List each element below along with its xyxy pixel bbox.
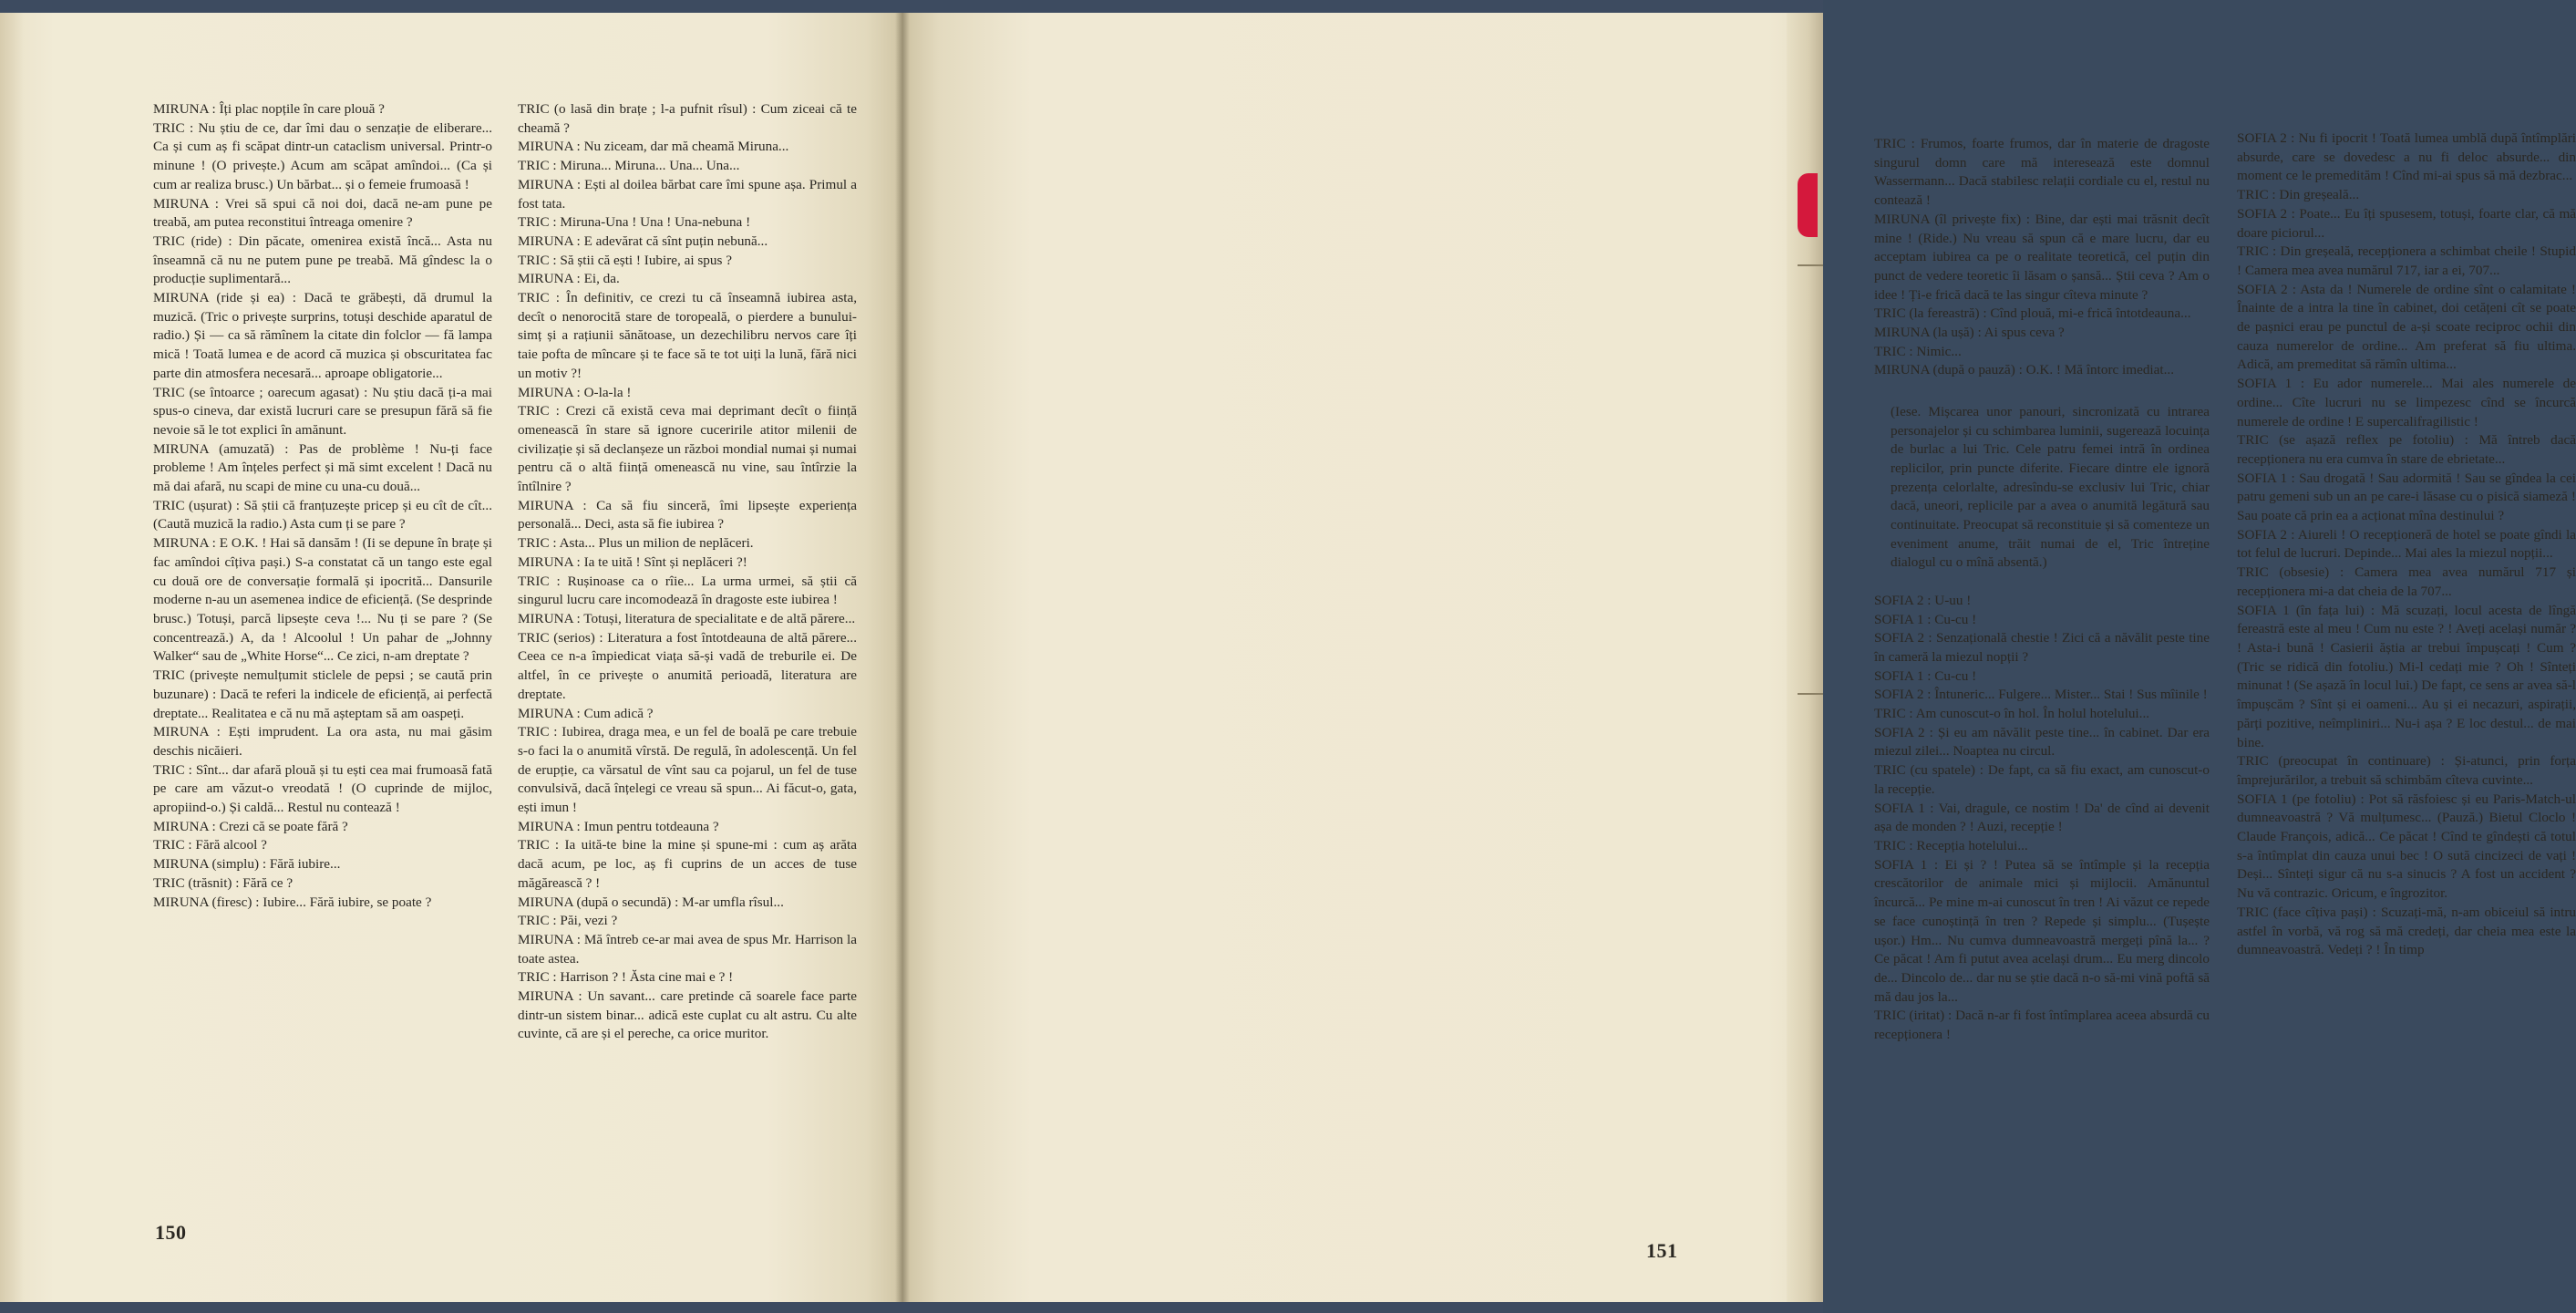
dialogue-line: TRIC (preocupat în continuare) : Și-atunci, prin forța împrejurărilor, a trebuit să schimbăm cîteva cuvinte...: [2237, 753, 2576, 788]
dialogue-line: TRIC (privește nemulțumit sticlele de pepsi ; se caută prin buzunare) : Dacă te referi la indicele de eficiență, ai perfectă dreptate... Realitatea e că nu mă așteptam să am oaspeți.: [153, 667, 492, 721]
dialogue-line: MIRUNA : Ia te uită ! Sînt și neplăceri ?!: [518, 553, 747, 570]
dialogue-line: SOFIA 2 : Asta da ! Numerele de ordine sînt o calamitate ! Înainte de a intra la tine în cabinet, doi cetățeni cît se poate de pașnici erau pe punctul de a-și scoate reciproc ochii din cauza numerelor de ordine... Am preferat să fiu ultima. Adică, am premeditat să rămîn ultima...: [2237, 281, 2576, 373]
dialogue-line: TRIC : Din greșeală, recepționera a schimbat cheile ! Stupid ! Camera mea avea numărul 717, iar a ei, 707...: [2237, 243, 2576, 278]
dialogue-line: TRIC (se așază reflex pe fotoliu) : Mă întreb dacă recepționera nu era cumva în stare de ebrietate...: [2237, 432, 2576, 467]
dialogue-line: MIRUNA (simplu) : Fără iubire...: [153, 856, 341, 873]
dialogue-line: TRIC (cu spatele) : De fapt, ca să fiu exact, am cunoscut-o la recepție.: [1874, 762, 2210, 797]
dialogue-line: MIRUNA : O-la-la !: [518, 384, 632, 400]
dialogue-line: TRIC (obsesie) : Camera mea avea numărul 717 și recepționera mi-a dat cheia de la 707...: [2237, 564, 2576, 599]
right-page: [902, 13, 2576, 1302]
dialogue-line: TRIC (face cîțiva pași) : Scuzați-mă, n-am obiceiul să intru astfel în vorbă, vă rog să mă credeți, dar cheia mea este la dumneavoastră. Vedeți ? ! În timp: [2237, 904, 2576, 958]
dialogue-line: TRIC : În definitiv, ce crezi tu că înseamnă iubirea asta, decît o nenorocită stare de toropeală, o pierdere a bunului-simț și a rațiunii sănătoase, un dezechilibru nervos care îți taie pofta de mîncare și te face să te tot uiți la lună, fără nici un motiv ?!: [518, 290, 857, 381]
dialogue-line: SOFIA 1 (în fața lui) : Mă scuzați, locul acesta de lîngă fereastră este al meu ! Cum nu este ? ! Aveți același număr ? ! Asta-i bună ! Casierii ăștia ar trebui împușcați ! Cum ? (Tric se ridică din fotoliu.) Mi-l cedați mie ? Oh ! Sînteți minunat ! (Se așază în locul lui.) De fapt, ce sens ar avea să-l împușcăm ? Sînt și ei oameni... Au și ei necazuri, aspirații, părți pozitive, neîmpliniri... Nu-i așa ? E loc destul... de mai bine.: [2237, 602, 2576, 750]
dialogue-line: TRIC : Ia uită-te bine la mine și spune-mi : cum aș arăta dacă acum, pe loc, aș fi cuprins de un acces de tuse măgărească ? !: [518, 837, 857, 891]
dialogue-line: MIRUNA : Cum adică ?: [518, 705, 654, 721]
dialogue-line: MIRUNA : Un savant... care pretinde că soarele face parte dintr-un sistem binar... adică este cuplat cu alt astru. Cu alte cuvinte, că are și el pereche, ca orice muritor.: [518, 988, 857, 1042]
dialogue-line: MIRUNA : Ca să fiu sinceră, îmi lipsește experiența personală... Deci, asta să fie iubirea ?: [518, 497, 857, 532]
dialogue-line: MIRUNA (amuzată) : Pas de problème ! Nu-ți face probleme ! Am înțeles perfect și mă simt excelent ! Dacă nu mă dai afară, nu scapi de mine cu una-cu două...: [153, 440, 492, 495]
dialogue-line: TRIC : Din greșeală...: [2237, 187, 2360, 203]
dialogue-line: MIRUNA : Totuși, literatura de specialitate e de altă părere...: [518, 610, 856, 626]
dialogue-line: MIRUNA : Imun pentru totdeauna ?: [518, 818, 719, 834]
book-gutter: [895, 13, 910, 1302]
right-column-2: [2237, 129, 2576, 960]
left-page: [0, 13, 902, 1302]
page-edge-shadow: [0, 13, 24, 1302]
dialogue-line: TRIC : Nimic...: [1874, 343, 1962, 359]
dialogue-line: TRIC : Sînt... dar afară plouă și tu ești cea mai frumoasă fată pe care am văzut-o vreodată ! (O cuprinde de mijloc, apropiind-o.) Și caldă... Restul nu contează !: [153, 761, 492, 816]
dialogue-line: MIRUNA (firesc) : Iubire... Fără iubire, se poate ?: [153, 894, 432, 910]
dialogue-line: MIRUNA (îl privește fix) : Bine, dar ești mai trăsnit decît mine ! (Ride.) Nu vreau să spun că e mare lucru, dar eu acceptam iubirea ca pe o realitate teoretică, cel puțin din punct de vedere teoretic îi lăsam o șansă... Știi ceva ? Am o idee ! Ți-e frică dacă te las singur cîteva minute ?: [1874, 211, 2210, 303]
dialogue-line: SOFIA 2 : Senzațională chestie ! Zici că a năvălit peste tine în cameră la miezul nopții ?: [1874, 630, 2210, 665]
dialogue-line: MIRUNA : Mă întreb ce-ar mai avea de spus Mr. Harrison la toate astea.: [518, 931, 857, 967]
dialogue-line: MIRUNA : E O.K. ! Hai să dansăm ! (Ii se depune în brațe și fac amîndoi cîțiva pași.) S-a constatat că un tango este egal cu două ore de conversație formală și ipocrită... Dansurile moderne n-au un asemenea indice de eficiență. (Se desprinde brusc.) Totuși, parcă lipsește ceva !... Nu ți se pare ? (Se concentrează.) A, da ! Alcoolul ! Un pahar de „Johnny Walker“ sau de „White Horse“... Ce zici, n-am dreptate ?: [153, 535, 492, 665]
red-bookmark-tab: [1798, 173, 1818, 237]
dialogue-line: MIRUNA (la ușă) : Ai spus ceva ?: [1874, 325, 2065, 341]
dialogue-line: SOFIA 1 : Vai, dragule, ce nostim ! Da' de cînd ai devenit așa de monden ? ! Auzi, recepție !: [1874, 800, 2210, 835]
spacer: [1874, 380, 2210, 399]
dialogue-line: MIRUNA (după o secundă) : M-ar umfla rîsul...: [518, 894, 784, 910]
dialogue-line: SOFIA 2 : Nu fi ipocrit ! Toată lumea umblă după întîmplări absurde, care se dovedesc a nu fi deloc absurde... din moment ce le premedităm ! Cînd mi-ai spus să mă dezbrac...: [2237, 130, 2576, 184]
edge-tick-mark: [1798, 264, 1823, 266]
dialogue-line: TRIC : Recepția hotelului...: [1874, 837, 2028, 853]
dialogue-line: SOFIA 2 : Aiureli ! O recepționeră de hotel se poate gîndi la tot felul de lucruri. Depinde... Mai ales la miezul nopții...: [2237, 526, 2576, 562]
dialogue-line: SOFIA 1 : Sau drogată ! Sau adormită ! Sau se gîndea la cei patru gemeni sub un an pe care-i lăsase cu o pisică siameză ! Sau poate că prin ea a acționat mîna destinului ?: [2237, 470, 2576, 524]
dialogue-line: TRIC (trăsnit) : Fără ce ?: [153, 874, 294, 891]
dialogue-line: TRIC : Rușinoase ca o rîie... La urma urmei, să știi că singurul lucru care incomodează în dragoste este iubirea !: [518, 573, 857, 608]
dialogue-line: SOFIA 1 : Cu-cu !: [1874, 667, 1977, 684]
dialogue-line: TRIC (ușurat) : Să știi că franțuzește pricep și eu cît de cît... (Caută muzică la radio.) Asta cum ți se pare ?: [153, 497, 492, 532]
dialogue-line: TRIC : Să știi că ești ! Iubire, ai spus ?: [518, 252, 732, 268]
dialogue-line: MIRUNA (ride și ea) : Dacă te grăbești, dă drumul la muzică. (Tric o privește surprins, totuși deschide aparatul de radio.) Și — ca să rămînem la citate din folclor — fă lampa mică ! Toată lumea e de acord că muzica și obscuritatea fac parte din atmosfera necesară... aproape obligatorie...: [153, 290, 492, 381]
dialogue-line: TRIC : Frumos, foarte frumos, dar în materie de dragoste singurul domn care mă interesează este domnul Wassermann... Dacă stabilesc relații cordiale cu el, restul nu contează !: [1874, 136, 2210, 209]
left-column-1: [153, 100, 492, 912]
dialogue-line: TRIC : Păi, vezi ?: [518, 913, 618, 929]
stage-direction: (Iese. Mișcarea unor panouri, sincronizată cu intrarea personajelor și cu schimbarea luminii, sugerează locuința de burlac a lui Tric. Cele patru femei intră în ordinea replicilor, prin puncte diferite. Fiecare dintre ele ignoră prezența celorlalte, adresîndu-se exclusiv lui Tric, chiar dacă, uneori, replicile par a avea o anumită legătură sau continuitate. Preocupat să reconstituie și să comenteze un eveniment anume, trăit numai de el, Tric întreține dialogul cu o mînă absentă.): [1891, 403, 2210, 571]
dialogue-line: TRIC : Am cunoscut-o în hol. În holul hotelului...: [1874, 706, 2150, 722]
dialogue-line: TRIC : Harrison ? ! Ăsta cine mai e ? !: [518, 969, 734, 986]
dialogue-line: MIRUNA : Ești imprudent. La ora asta, nu mai găsim deschis nicăieri.: [153, 724, 492, 759]
dialogue-line: TRIC (se întoarce ; oarecum agasat) : Nu știu dacă ți-a mai spus-o cineva, dar există lucruri care se presupun fără să fie nevoie să le tot explici în amănunt.: [153, 384, 492, 438]
dialogue-line: SOFIA 1 : Cu-cu !: [1874, 611, 1977, 627]
dialogue-line: SOFIA 2 : Poate... Eu îți spusesem, totuși, foarte clar, că mă doare piciorul...: [2237, 205, 2576, 241]
dialogue-line: SOFIA 1 : Ei și ? ! Putea să se întîmple și la recepția crescătorilor de animale mici și mijlocii. Amănuntul încurcă... Pe mine m-ai cunoscut în tren ! Ai văzut ce repede se face cunoștință în tren ? Repede și simplu... (Tușește ușor.) Hm... Nu cumva dumneavoastră mergeți pînă la... ? Ce păcat ! Am fi putut avea același drum... Eu merg dincolo de... Dincolo de... dar nu se știe dacă n-o să-mi vină poftă să mă dau jos la...: [1874, 856, 2210, 1005]
dialogue-line: MIRUNA : Ești al doilea bărbat care îmi spune așa. Primul a fost tata.: [518, 176, 857, 212]
right-column-1: [1874, 135, 2210, 1045]
dialogue-line: TRIC (la fereastră) : Cînd plouă, mi-e frică întotdeauna...: [1874, 305, 2191, 322]
page-number-right: 151: [1646, 1239, 1678, 1262]
dialogue-line: MIRUNA : Îți plac nopțile în care plouă ?: [153, 101, 385, 117]
dialogue-line: TRIC (o lasă din brațe ; l-a pufnit rîsul) : Cum ziceai că te cheamă ?: [518, 101, 857, 136]
dialogue-line: TRIC : Fără alcool ?: [153, 837, 267, 853]
dialogue-line: SOFIA 1 : Eu ador numerele... Mai ales numerele de ordine... Cîte lucruri nu se limpezesc cînd se încurcă numerele de ordine ! E supercalifragilistic !: [2237, 376, 2576, 429]
dialogue-line: SOFIA 2 : Întuneric... Fulgere... Mister... Stai ! Sus mîinile !: [1874, 687, 2208, 703]
dialogue-line: MIRUNA : Crezi că se poate fără ?: [153, 818, 348, 834]
dialogue-line: MIRUNA : Ei, da.: [518, 271, 620, 287]
dialogue-line: TRIC : Miruna... Miruna... Una... Una...: [518, 158, 740, 174]
dialogue-line: TRIC (ride) : Din păcate, omenirea există încă... Asta nu înseamnă că nu ne putem pune pe treabă. Mă gîndesc la o producție suplimentară...: [153, 233, 492, 287]
dialogue-line: TRIC : Iubirea, draga mea, e un fel de boală pe care trebuie s-o faci la o anumită vîrstă. De regulă, în adolescență. Un fel de erupție, ca vărsatul de vînt sau ca pojarul, un fel de tuse convulsivă, dacă înțelegi ce vreau să spun... Ai făcut-o, gata, ești imun !: [518, 724, 857, 816]
dialogue-line: MIRUNA : E adevărat că sînt puțin nebună...: [518, 233, 768, 249]
dialogue-line: MIRUNA : Vrei să spui că noi doi, dacă ne-am pune pe treabă, am putea reconstitui întreaga omenire ?: [153, 195, 492, 231]
page-number-left: 150: [155, 1221, 187, 1244]
dialogue-line: SOFIA 2 : Și eu am năvălit peste tine... în cabinet. Dar era miezul zilei... Noaptea nu circul.: [1874, 724, 2210, 760]
dialogue-line: TRIC (iritat) : Dacă n-ar fi fost întîmplarea aceea absurdă cu recepționera !: [1874, 1008, 2210, 1043]
dialogue-line: TRIC : Nu știu de ce, dar îmi dau o senzație de eliberare... Ca și cum aș fi scăpat dintr-un cataclism universal. Printr-o minune ! (O privește.) Acum am scăpat amîndoi... (Ca și cum ar realiza brusc.) Un bărbat... și o femeie frumoasă !: [153, 119, 492, 192]
left-column-2: [518, 100, 857, 1044]
dialogue-line: TRIC : Asta... Plus un milion de neplăceri.: [518, 535, 754, 552]
dialogue-line: MIRUNA (după o pauză) : O.K. ! Mă întorc imediat...: [1874, 362, 2174, 378]
dialogue-line: SOFIA 1 (pe fotoliu) : Pot să răsfoiesc și eu Paris-Match-ul dumneavoastră ? Vă mulțumesc... (Pauză.) Bietul Cloclo ! Claude François, adică... Ce păcat ! Cînd te gîndești că totul s-a întîmplat din cauza unui bec ! O sută cincizeci de vați ! Deși... Sînteți sigur că nu s-a sinucis ? A fost un accident ? Nu vă contrazic. Oricum, e îngrozitor.: [2237, 791, 2576, 902]
dialogue-line: SOFIA 2 : U-uu !: [1874, 592, 1972, 608]
dialogue-line: MIRUNA : Nu ziceam, dar mă cheamă Miruna...: [518, 139, 789, 155]
dialogue-line: TRIC : Crezi că există ceva mai deprimant decît o ființă omenească în stare să ignore cuceririle atitor milenii de civilizație și să declanșeze un război mondial numai și numai pentru că o altă ființă omenească nu vine, sau întîrzie la întîlnire ?: [518, 403, 857, 495]
dialogue-line: TRIC (serios) : Literatura a fost întotdeauna de altă părere... Ceea ce n-a împiedicat viața să-și vadă de treburile ei. De altfel, în ce privește o anumită perioadă, literatura are dreptate.: [518, 629, 857, 702]
edge-tick-mark: [1798, 693, 1823, 695]
spacer: [1874, 573, 2210, 592]
dialogue-line: TRIC : Miruna-Una ! Una ! Una-nebuna !: [518, 214, 751, 231]
